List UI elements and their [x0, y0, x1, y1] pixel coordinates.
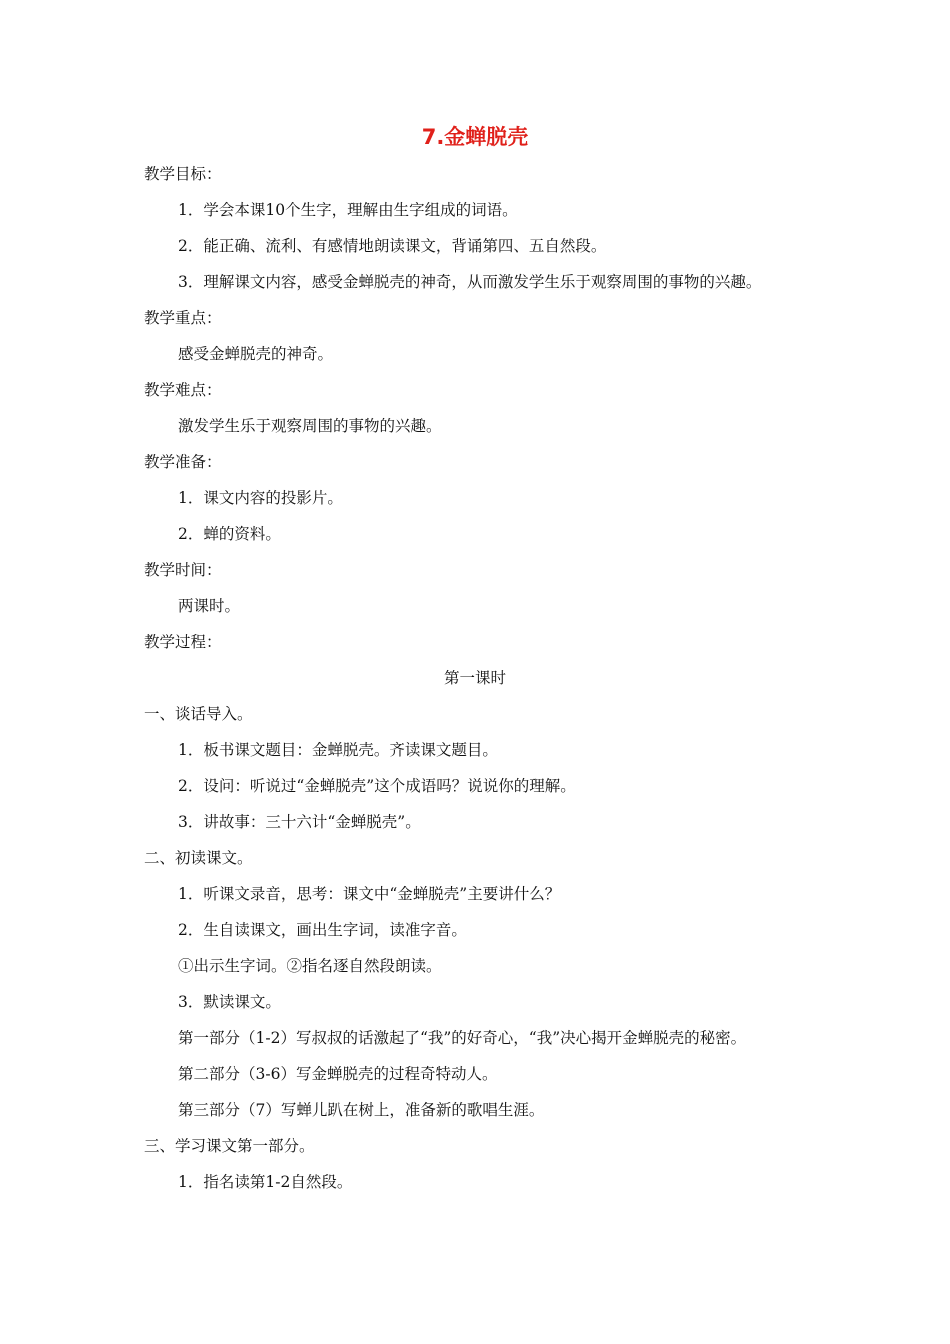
- text-line: 第二部分（3-6）写金蝉脱壳的过程奇特动人。: [178, 1065, 498, 1083]
- text-line: 2．设问：听说过“金蝉脱壳”这个成语吗？说说你的理解。: [178, 777, 576, 795]
- text-line: 3．默读课文。: [178, 993, 281, 1011]
- section-heading: 一、谈话导入。: [144, 705, 253, 723]
- section-heading: 三、学习课文第一部分。: [144, 1137, 315, 1155]
- subsection-heading: 第一课时: [443, 669, 506, 687]
- document-body: [144, 156, 824, 1200]
- text-line: 1．板书课文题目：金蝉脱壳。齐读课文题目。: [178, 741, 498, 759]
- document-title: 7.金蝉脱壳: [421, 125, 529, 149]
- section-heading: 二、初读课文。: [144, 849, 253, 867]
- text-line: ①出示生字词。②指名逐自然段朗读。: [178, 957, 442, 975]
- section-heading: 教学过程：: [144, 633, 222, 651]
- text-line: 感受金蝉脱壳的神奇。: [178, 345, 334, 363]
- text-line: 3．理解课文内容，感受金蝉脱壳的神奇，从而激发学生乐于观察周围的事物的兴趣。: [178, 273, 762, 291]
- text-line: 第一部分（1-2）写叔叔的话激起了“我”的好奇心，“我”决心揭开金蝉脱壳的秘密。: [178, 1029, 747, 1047]
- text-line: 2．生自读课文，画出生字词，读准字音。: [178, 921, 467, 939]
- text-line: 1．课文内容的投影片。: [178, 489, 343, 507]
- text-line: 1．指名读第1-2自然段。: [178, 1173, 353, 1191]
- text-line: 激发学生乐于观察周围的事物的兴趣。: [178, 417, 442, 435]
- text-line: 第三部分（7）写蝉儿趴在树上，准备新的歌唱生涯。: [178, 1101, 545, 1119]
- text-line: 2．能正确、流利、有感情地朗读课文，背诵第四、五自然段。: [178, 237, 607, 255]
- section-heading: 教学难点：: [144, 381, 222, 399]
- text-line: 3．讲故事：三十六计“金蝉脱壳”。: [178, 813, 421, 831]
- section-heading: 教学准备：: [144, 453, 222, 471]
- text-line: 1．学会本课10个生字，理解由生字组成的词语。: [178, 201, 518, 219]
- section-heading: 教学目标：: [144, 165, 222, 183]
- section-heading: 教学重点：: [144, 309, 222, 327]
- section-heading: 教学时间：: [144, 561, 222, 579]
- text-line: 1．听课文录音，思考：课文中“金蝉脱壳”主要讲什么？: [178, 885, 561, 903]
- text-line: 两课时。: [178, 597, 241, 615]
- text-line: 2．蝉的资料。: [178, 525, 281, 543]
